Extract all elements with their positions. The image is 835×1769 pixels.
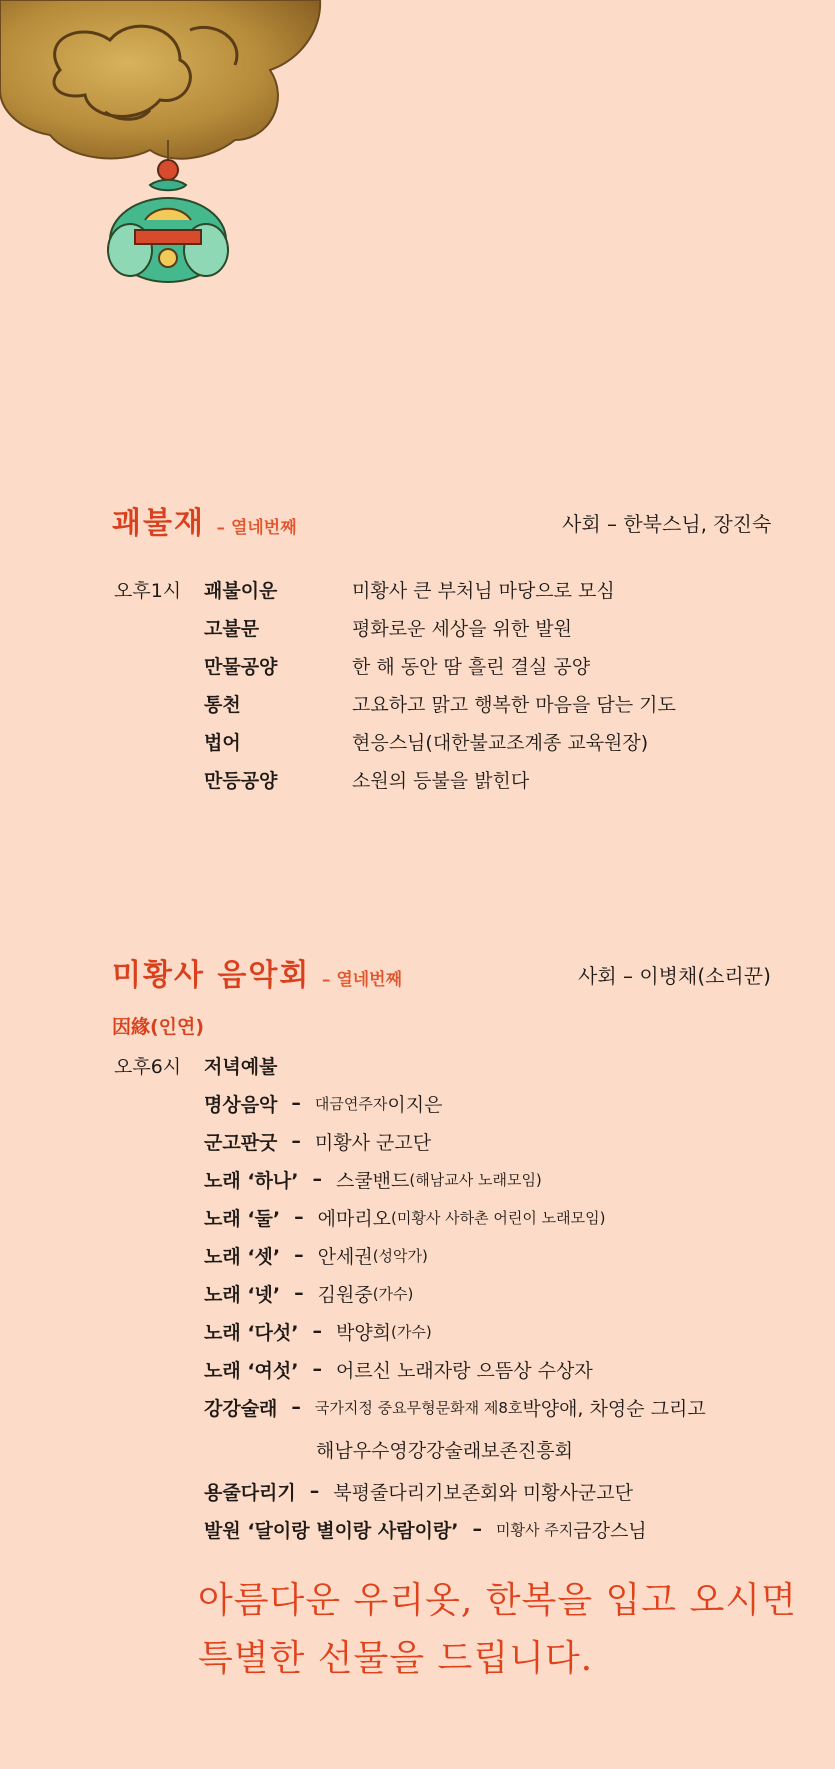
program-item: 노래 ‘다섯’ (204, 1321, 299, 1344)
program-performer-note: (가수) (391, 1322, 432, 1341)
program-performer: 박양애, 차영순 그리고 (522, 1397, 706, 1420)
program-performer: 금강스님 (573, 1519, 647, 1542)
schedule-item: 만등공양 (204, 769, 278, 792)
section2-tag: 因緣(인연) (112, 1016, 205, 1038)
program-performer-note: 대금연주자 (314, 1094, 388, 1113)
program-dash: – (291, 1092, 301, 1114)
program-item: 노래 ‘넷’ (204, 1283, 281, 1306)
program-item: 노래 ‘하나’ (204, 1169, 299, 1192)
program-dash: – (312, 1358, 322, 1380)
program-performer: 안세권 (317, 1245, 373, 1268)
program-performer: 박양희 (335, 1321, 392, 1344)
program-performer: 에마리오 (317, 1207, 392, 1230)
program-item: 군고판굿 (204, 1131, 278, 1154)
program-item: 발원 ‘달이랑 별이랑 사람이랑’ (204, 1519, 459, 1542)
section2-title-main: 미황사 음악회 (112, 958, 311, 993)
schedule-desc: 평화로운 세상을 위한 발원 (352, 617, 573, 640)
schedule-time: 오후1시 (114, 579, 182, 602)
schedule-item: 법어 (204, 731, 241, 754)
schedule-item: 고불문 (204, 617, 260, 640)
program-performer: 어르신 노래자랑 으뜸상 수상자 (335, 1359, 593, 1382)
program-performer: 이지은 (387, 1093, 443, 1116)
program-item: 강강술래 (204, 1397, 278, 1420)
section1-host: 사회 – 한북스님, 장진숙 (562, 512, 772, 536)
schedule-desc: 고요하고 맑고 행복한 마음을 담는 기도 (352, 693, 676, 716)
program-dash: – (309, 1480, 320, 1502)
program-dash: – (312, 1320, 322, 1342)
program-performer-note: (미황사 사하촌 어린이 노래모임) (391, 1208, 606, 1227)
program-time: 오후6시 (114, 1055, 182, 1078)
section2-title (112, 950, 402, 994)
schedule-desc: 현응스님(대한불교조계종 교육원장) (352, 731, 649, 754)
program-performer: 스쿨밴드 (335, 1169, 410, 1192)
schedule-item: 만물공양 (204, 655, 278, 678)
program-performer: 김원중 (317, 1283, 373, 1306)
schedule-desc: 미황사 큰 부처님 마당으로 모심 (352, 579, 615, 602)
program-performer-note: (해남교사 노래모임) (409, 1170, 542, 1189)
program-item: 용줄다리기 (204, 1481, 296, 1504)
cloud-ornament-icon (0, 0, 330, 320)
schedule-desc: 소원의 등불을 밝힌다 (352, 769, 530, 792)
schedule-item: 괘불이운 (204, 579, 278, 602)
program-item: 명상음악 (204, 1093, 278, 1116)
program-item: 저녁예불 (204, 1055, 278, 1078)
section2-host: 사회 – 이병채(소리꾼) (578, 964, 771, 988)
program-performer-note: (성악가) (372, 1246, 428, 1265)
program-performer: 미황사 군고단 (314, 1131, 432, 1154)
section2-title-sub: – 열네번째 (321, 970, 403, 990)
program-performer-note: (가수) (372, 1284, 414, 1303)
program-dash: – (291, 1130, 301, 1152)
program-dash: – (294, 1282, 304, 1304)
program-item: 노래 ‘여섯’ (204, 1359, 299, 1382)
program-item: 노래 ‘셋’ (204, 1245, 281, 1268)
program-dash: – (312, 1168, 322, 1190)
schedule-desc: 한 해 동안 땀 흘린 결실 공양 (352, 655, 591, 678)
schedule-item: 통천 (204, 693, 241, 716)
program-dash: – (294, 1206, 304, 1228)
program-performer-note: 국가지정 중요무형문화재 제8호 (314, 1398, 523, 1417)
program-dash: – (291, 1396, 301, 1418)
section1-title-sub: – 열네번째 (216, 518, 297, 538)
closing-line-1: 아름다운 우리옷, 한복을 입고 오시면 (198, 1580, 797, 1621)
section1-title (112, 498, 297, 542)
program-dash: – (472, 1518, 483, 1540)
program-continuation: 해남우수영강강술래보존진흥회 (316, 1440, 573, 1462)
program-performer-note: 미황사 주지 (496, 1520, 574, 1539)
program-dash: – (294, 1244, 304, 1266)
section1-title-main: 괘불재 (112, 506, 205, 541)
program-performer: 북평줄다리기보존회와 미황사군고단 (333, 1481, 633, 1504)
program-item: 노래 ‘둘’ (204, 1207, 281, 1230)
closing-line-2: 특별한 선물을 드립니다. (198, 1638, 594, 1679)
